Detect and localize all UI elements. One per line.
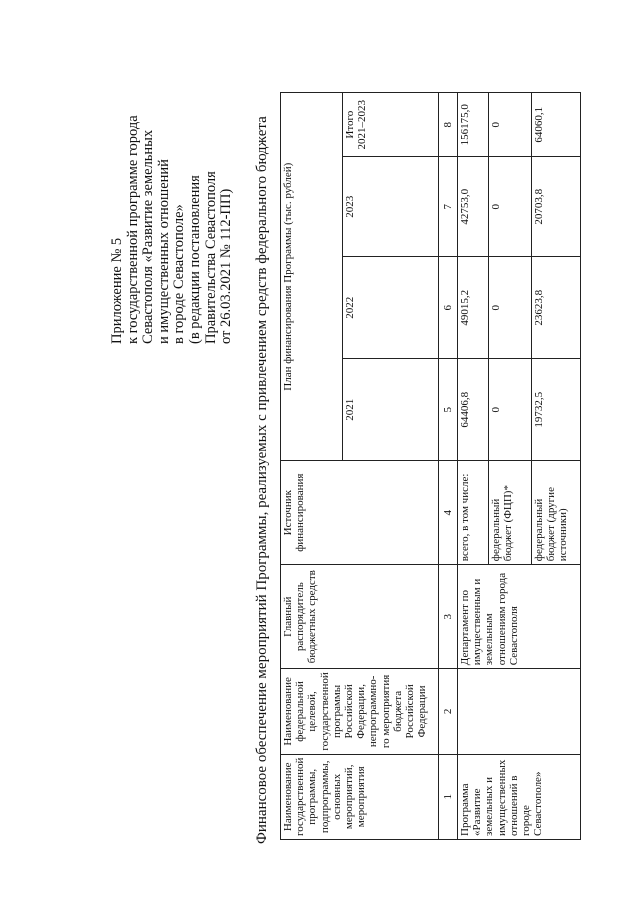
column-number: 5: [439, 359, 458, 461]
appendix-line: Севастополя «Развитие земельных: [140, 129, 157, 344]
value-cell: 19732,5: [532, 359, 581, 461]
header-funding-source: Источник финансирования: [281, 461, 439, 565]
header-program-name: Наименование государственной программы, подпрограммы, основных мероприятий, мероприятия: [281, 754, 439, 839]
header-total-years: Итого 2021–2023: [343, 93, 439, 157]
appendix-line: в городе Севастополе»: [171, 204, 188, 344]
federal-program-cell: [458, 669, 581, 754]
column-number: 2: [439, 669, 458, 754]
value-cell: 42753,0: [458, 157, 489, 257]
value-cell: 49015,2: [458, 257, 489, 359]
value-cell: 20703,8: [532, 157, 581, 257]
column-number: 6: [439, 257, 458, 359]
value-cell: 64406,8: [458, 359, 489, 461]
header-financing-plan: План финансирования Программы (тыс. рублей): [281, 93, 343, 461]
source-cell: всего, в том числе:: [458, 461, 489, 565]
header-year: 2023: [343, 157, 439, 257]
appendix-line: (в редакции постановления: [186, 175, 203, 344]
appendix-line: от 26.03.2021 № 112-ПП): [218, 188, 235, 344]
value-cell: 0: [489, 257, 532, 359]
column-number: 3: [439, 565, 458, 669]
value-cell: 156175,0: [458, 93, 489, 157]
source-cell: федеральный бюджет (другие источники): [532, 461, 581, 565]
program-name-cell: Программа «Развитие земельных и имущественных отношений в городе Севастополе»: [458, 754, 581, 839]
column-number: 8: [439, 93, 458, 157]
header-year: 2022: [343, 257, 439, 359]
appendix-line: Приложение № 5: [109, 237, 125, 344]
distributor-cell: Департамент по имущественным и земельным отношениям города Севастополя: [458, 565, 581, 669]
value-cell: 0: [489, 359, 532, 461]
appendix-line: Правительства Севастополя: [202, 171, 219, 344]
column-number: 7: [439, 157, 458, 257]
header-federal-program: Наименование федеральной целевой, государственной программы Российской Федерации, непрограммно-го мероприятия бюджета Российской Федерации: [281, 669, 439, 754]
value-cell: 64060,1: [532, 93, 581, 157]
value-cell: 23623,8: [532, 257, 581, 359]
header-year: 2021: [343, 359, 439, 461]
value-cell: 0: [489, 93, 532, 157]
header-budget-distributor: Главный распорядитель бюджетных средств: [281, 565, 439, 669]
source-cell: федеральный бюджет (ФЦП)*: [489, 461, 532, 565]
financing-table: [280, 92, 581, 840]
column-number-row: [439, 93, 458, 840]
appendix-header: [110, 104, 235, 344]
appendix-line: и имущественных отношений: [155, 159, 172, 344]
table-row: [458, 93, 489, 840]
value-cell: 0: [489, 157, 532, 257]
appendix-line: к государственной программе города: [124, 115, 141, 344]
column-number: 4: [439, 461, 458, 565]
column-number: 1: [439, 754, 458, 839]
document-title: Финансовое обеспечение мероприятий Программы, реализуемых с привлечением средств федерального бюджета: [254, 116, 270, 844]
